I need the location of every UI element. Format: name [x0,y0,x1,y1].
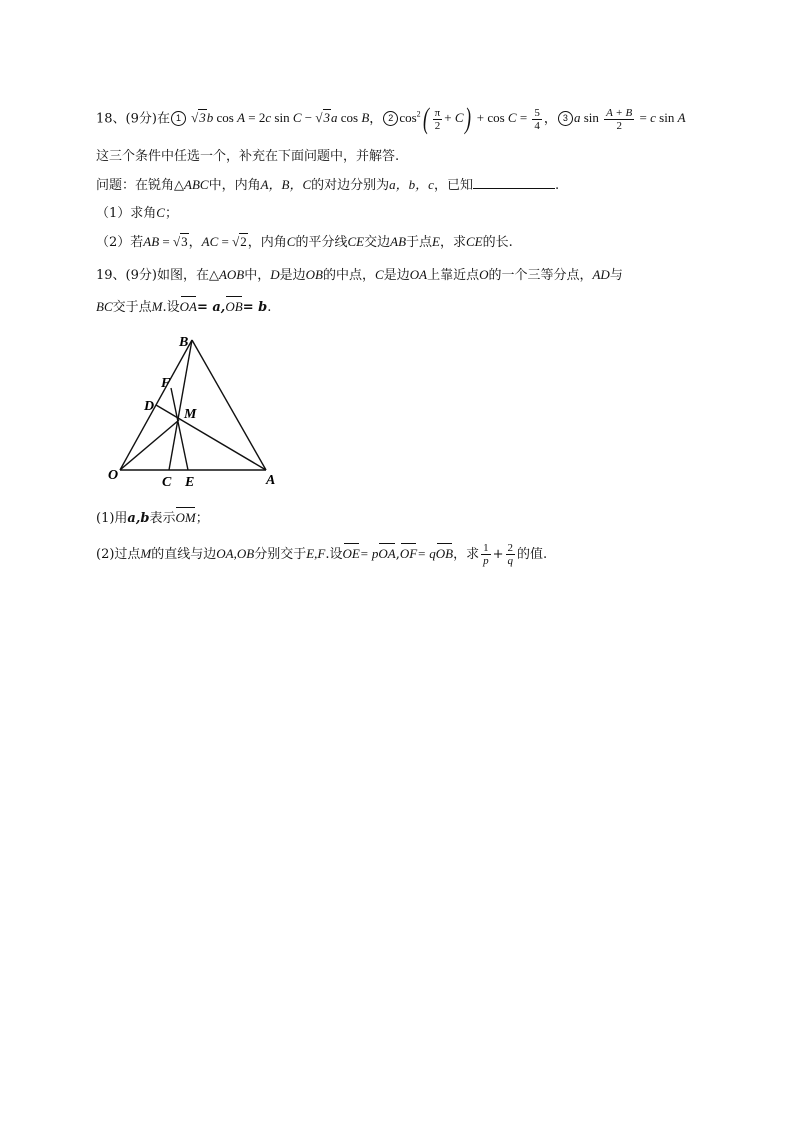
triangle-abc: △ABC [174,177,209,192]
vector-oa: OA [180,296,197,316]
ac-eq: AC = √2 [201,234,247,249]
label-m: M [184,407,197,422]
condition-1-expression: √3b cos A = 2c sin C − √3a cos B [191,110,370,126]
figure-lines [120,340,266,470]
fraction-1-over-p: $\frac{1}{p}$ [483,542,489,567]
fraction-2-over-q: $\frac{2}{q}$ [507,542,513,567]
q18-part1: （1）求角C； [96,205,178,221]
q19-part1: (1)用a,b表示OM； [96,507,209,528]
q18-problem: 问题：在锐角△ABC中，内角A，B，C的对边分别为a，b，c，已知 . [96,177,560,193]
ab-eq: AB = √3 [143,234,188,249]
segment-fe [171,388,188,470]
condition-3-expression: a sin $\frac{A + B}{2}$ = c sin A [573,106,686,132]
q19-line1: 19、(9分)如图，在△AOB中，D是边OB的中点，C是边OA上靠近点O的一个三等分点，AD与 [96,267,623,283]
vector-ob: OB [225,296,242,316]
label-b: B [179,335,189,350]
q19-line2: BC交于点M.设OA= a,OB= b. [96,296,271,317]
q18-part2: （2）若AB = √3，AC = √2，内角C的平分线CE交边AB于点E，求CE的长. [96,234,513,250]
sides-abc: a，b，c [389,177,434,192]
choice-3-marker: 3 [558,111,573,126]
label-o: O [108,468,119,483]
vector-oe: OE [343,543,360,563]
label-a: A [266,473,276,488]
answer-blank [473,176,555,189]
q18-line2: 这三个条件中任选一个，补充在下面问题中，并解答. [96,149,400,164]
label-e: E [185,475,195,490]
choice-2-marker: 2 [383,111,398,126]
q19-part2: (2)过点M的直线与边OA,OB分别交于E,F.设OE= pOA,OF= qOB，求 $\frac{1}{p}$ + $\frac{2}{q}$ 的值. [96,542,548,567]
vector-of: OF [400,543,417,563]
q18-line1: 18、(9分)在 1 √3b cos A = 2c sin C − √3a cos B， 2 $\cos^2$( $\frac{\pi}{2}$ + C) + cos C = $\frac{5}{4}$ ， 3 a sin $\frac{A + B}{2}$ = c sin A [96,102,686,136]
vector-om: OM [175,507,195,527]
label-d: D [144,399,155,414]
q18-header: 18、(9分)在 [96,111,170,127]
side-ab [192,340,266,470]
condition-2-expression: $\cos^2$( $\frac{\pi}{2}$ + C) + cos C = $\frac{5}{4}$ [399,102,540,136]
label-c: C [162,475,172,490]
label-f: F [161,376,171,391]
vector-ob-2: OB [436,543,453,563]
choice-1-marker: 1 [171,111,186,126]
segment-ad [156,405,266,470]
triangle-figure [104,330,304,490]
vector-oa-2: OA [378,543,395,563]
angles-abc: A，B，C [260,177,312,192]
